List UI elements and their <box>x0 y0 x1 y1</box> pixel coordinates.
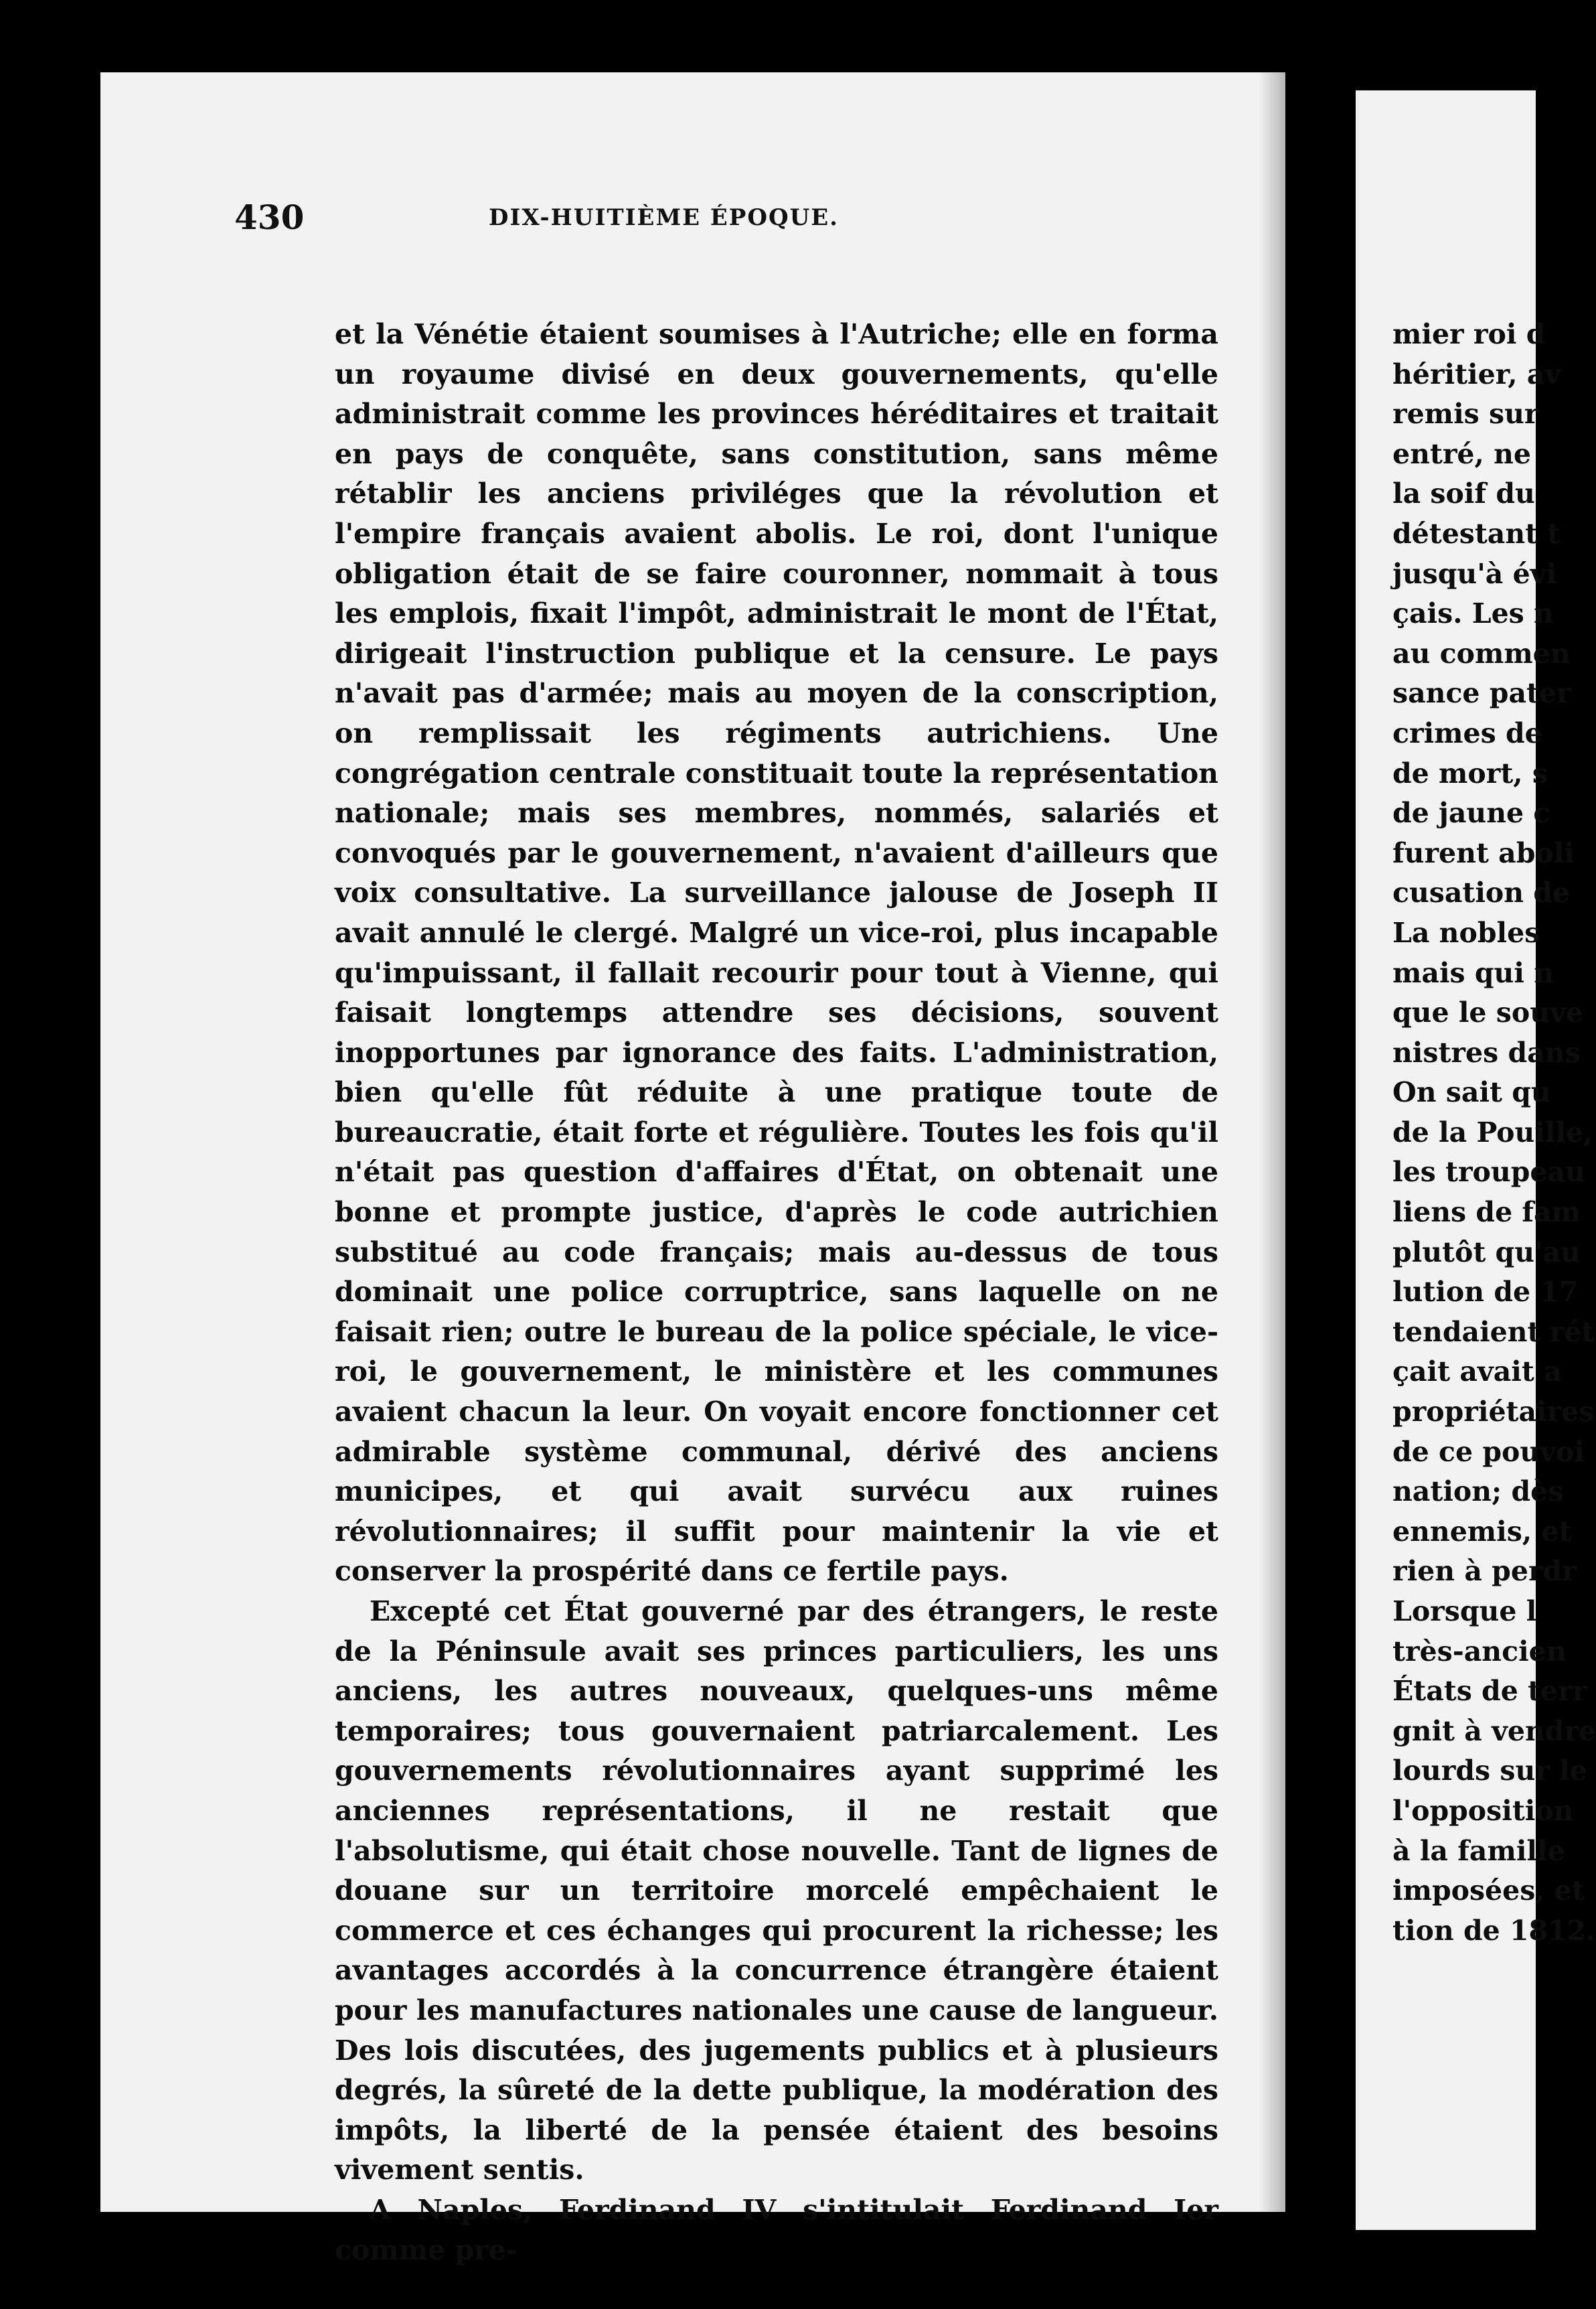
right-line: de la Pouille, <box>1392 1116 1593 1148</box>
page-number: 430 <box>234 198 305 237</box>
running-title: DIX-HUITIÈME ÉPOQUE. <box>489 204 839 231</box>
paragraph-2: Excepté cet État gouverné par des étrangers, le reste de la Péninsule avait ses princes particuliers, les uns anciens, les autres nouveaux, quelques-uns même temporaires; tous gouvernaient patriarcalement. Les gouvernements révolutionnaires ayant supprimé les anciennes représentations, il ne restait que l'absolutisme, qui était chose nouvelle. Tant de lignes de douane sur un territoire morcelé empêchaient le commerce et ces échanges qui procurent la richesse; les avantages accordés à la concurrence étrangère étaient pour les manufactures nationales une cause de langueur. Des lois discutées, des jugements publics et à plusieurs degrés, la sûreté de la dette publique, la modération des impôts, la liberté de la pensée étaient des besoins vivement sentis. <box>335 1595 1218 2186</box>
right-line: sance pater <box>1392 677 1571 710</box>
right-line: mais qui n <box>1392 956 1554 989</box>
paragraph-1: et la Vénétie étaient soumises à l'Autriche; elle en forma un royaume divisé en deux gouvernements, qu'elle administrait comme les provinces héréditaires et traitait en pays de conquête, sans constitution, sans même rétablir les anciens priviléges que la révolution et l'empire français avaient abolis. Le roi, dont l'unique obligation était de se faire couronner, nommait à tous les emplois, fixait l'impôt, administrait le mont de l'État, dirigeait l'instruction publique et la censure. Le pays n'avait pas d'armée; mais au moyen de la conscription, on remplissait les régiments autrichiens. Une congrégation centrale constituait toute la représentation nationale; mais ses membres, nommés, salariés et convoqués par le gouvernement, n'avaient d'ailleurs que voix consultative. La surveillance jalouse de Joseph II avait annulé le clergé. Malgré un vice-roi, plus incapable qu'impuissant, il fallait recourir pour tout à Vienne, qui faisait longtemps attendre ses décisions, souvent inopportunes par ignorance des faits. L'administration, bien qu'elle fût réduite à une pratique toute de bureaucratie, était forte et régulière. Toutes les fois qu'il n'était pas question d'affaires d'État, on obtenait une bonne et prompte justice, d'après le code autrichien substitué au code français; mais au-dessus de tous dominait une police corruptrice, sans laquelle on ne faisait rien; outre le bureau de la police spéciale, le vice-roi, le gouvernement, le ministère et les communes avaient chacun la leur. On voyait encore fonctionner cet admirable système communal, dérivé des anciens municipes, et qui avait survécu aux ruines révolutionnaires; il suffit pour maintenir la vie et conserver la prospérité dans ce fertile pays. <box>335 318 1218 1588</box>
right-line: nation; dès <box>1392 1475 1564 1508</box>
page-gutter-shadow <box>1259 72 1285 2212</box>
right-line: lourds sur le <box>1392 1755 1587 1787</box>
right-line: ennemis, et <box>1392 1515 1572 1548</box>
right-line: propriétaires <box>1392 1396 1595 1428</box>
right-line: de mort, s <box>1392 757 1548 790</box>
right-line: que le souve <box>1392 996 1583 1029</box>
right-line: de jaune c <box>1392 797 1550 830</box>
right-line: rien à perdr <box>1392 1555 1577 1588</box>
right-line: mier roi d <box>1392 318 1546 350</box>
right-line: gnit à vendre <box>1392 1714 1596 1747</box>
right-line: Lorsque l <box>1392 1595 1537 1627</box>
right-line: héritier, av <box>1392 358 1561 390</box>
right-line: de ce pouvoi <box>1392 1435 1585 1468</box>
right-line: nistres dans <box>1392 1036 1581 1069</box>
right-line: remis sur <box>1392 398 1539 431</box>
right-line: çais. Les n <box>1392 597 1554 630</box>
main-text <box>335 315 1218 2270</box>
page-header <box>234 198 1151 244</box>
right-line: les troupeau <box>1392 1156 1585 1189</box>
right-line: la soif du <box>1392 477 1535 510</box>
right-line: entré, ne <box>1392 437 1531 470</box>
right-line: imposées, et <box>1392 1874 1585 1907</box>
right-line: cusation de <box>1392 877 1571 909</box>
right-line: jusqu'à évi <box>1392 557 1557 590</box>
right-line: liens de fam <box>1392 1196 1581 1229</box>
right-line: çait avait a <box>1392 1355 1562 1388</box>
right-line: tion de 1812. <box>1392 1914 1596 1947</box>
right-line: très-ancien <box>1392 1635 1567 1667</box>
right-line: plutôt qu'au <box>1392 1236 1581 1268</box>
right-line: détestant t <box>1392 517 1561 550</box>
right-line: l'opposition <box>1392 1794 1574 1827</box>
right-line: tendaient rét <box>1392 1315 1595 1348</box>
right-line: États de terr <box>1392 1675 1587 1708</box>
right-page-text <box>1392 315 1596 1951</box>
page-gap <box>1285 0 1356 2309</box>
right-line: lution de 17 <box>1392 1276 1579 1309</box>
right-line: furent aboli <box>1392 836 1575 869</box>
paragraph-3: A Naples, Ferdinand IV s'intitulait Ferdinand Ier comme pre- <box>335 2193 1218 2266</box>
right-page <box>1356 90 1596 2230</box>
right-line: au commen <box>1392 637 1571 670</box>
right-line: On sait qu <box>1392 1076 1551 1109</box>
right-line: crimes de <box>1392 717 1542 749</box>
right-line: à la famille <box>1392 1834 1565 1867</box>
right-line: La nobles <box>1392 916 1540 949</box>
